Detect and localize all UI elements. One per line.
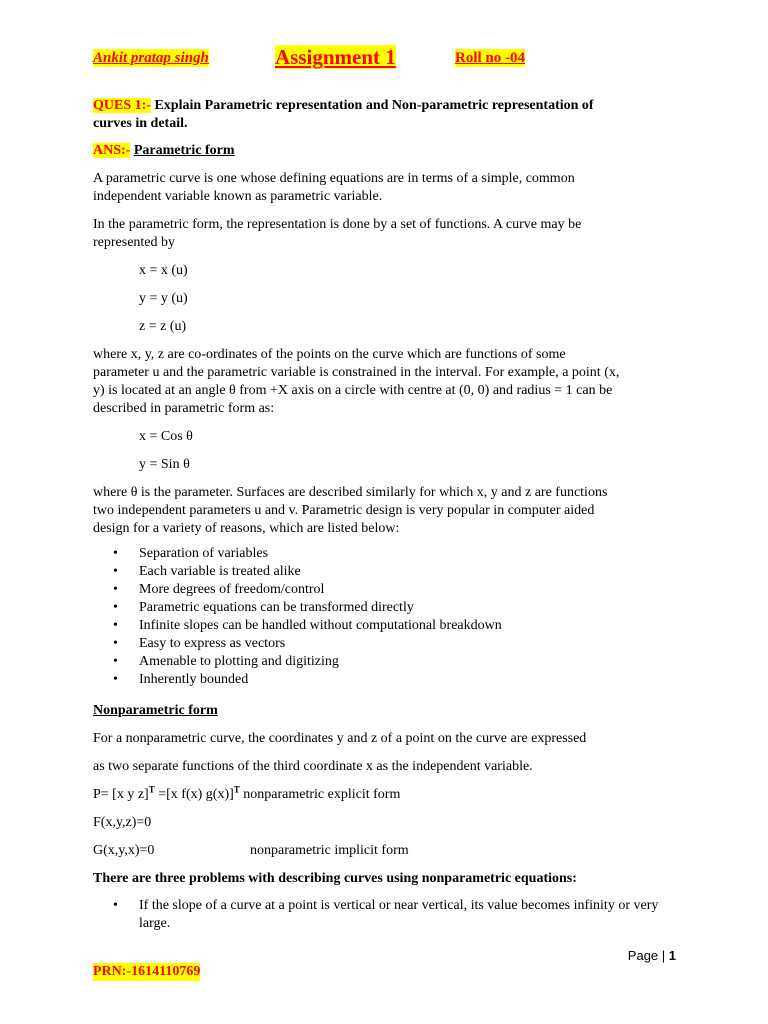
list-item: • Inherently bounded bbox=[113, 672, 249, 687]
question-line-2: curves in detail. bbox=[93, 116, 188, 131]
answer-heading bbox=[93, 142, 683, 160]
advantages-list bbox=[93, 545, 683, 689]
paragraph-3-line-4: described in parametric form as: bbox=[93, 401, 275, 416]
problems-heading: There are three problems with describing curves using nonparametric equations: bbox=[93, 871, 577, 886]
equation-explicit: P= [x y z]$^T$ =[x f(x) g(x)]$^T$ nonparametric explicit form bbox=[93, 784, 401, 802]
bullet-icon: • bbox=[113, 564, 118, 579]
bullet-icon: • bbox=[113, 600, 118, 615]
paragraph-3-line-3: y) is located at an angle θ from +X axis on a circle with centre at (0, 0) and radius = 1 can be bbox=[93, 383, 613, 398]
prn-number: PRN:-1614110769 bbox=[93, 964, 201, 979]
paragraph-3-line-1: where x, y, z are co-ordinates of the points on the curve which are functions of some bbox=[93, 347, 566, 362]
bullet-icon: • bbox=[113, 654, 118, 669]
list-item: • Easy to express as vectors bbox=[113, 636, 286, 651]
equation-z: z = z (u) bbox=[139, 319, 187, 334]
list-item: • Separation of variables bbox=[113, 546, 269, 561]
author-name: Ankit pratap singh bbox=[93, 50, 209, 66]
list-item: • Amenable to plotting and digitizing bbox=[113, 654, 339, 669]
implicit-form-label: nonparametric implicit form bbox=[250, 843, 409, 858]
list-item: • More degrees of freedom/control bbox=[113, 582, 325, 597]
paragraph-3-line-2: parameter u and the parametric variable is constrained in the interval. For example, a point (x, bbox=[93, 365, 620, 380]
nonparametric-line-1: For a nonparametric curve, the coordinates y and z of a point on the curve are expressed bbox=[93, 731, 587, 746]
paragraph-4-line-3: design for a variety of reasons, which are listed below: bbox=[93, 521, 400, 536]
roll-number: Roll no -04 bbox=[455, 50, 526, 66]
bullet-icon: • bbox=[113, 546, 118, 561]
question-label: QUES 1:- bbox=[93, 98, 151, 113]
equation-y: y = y (u) bbox=[139, 291, 188, 306]
question-text: Explain Parametric representation and Non-parametric representation of bbox=[150, 98, 594, 113]
equation-f: F(x,y,z)=0 bbox=[93, 815, 152, 830]
nonparametric-heading: Nonparametric form bbox=[93, 703, 218, 718]
equation-sin: y = Sin θ bbox=[139, 457, 190, 472]
paragraph-2-line-1: In the parametric form, the representation is done by a set of functions. A curve may be bbox=[93, 217, 582, 232]
equation-g: G(x,y,x)=0 bbox=[93, 843, 155, 858]
question-line-1 bbox=[93, 97, 683, 115]
equation-cos: x = Cos θ bbox=[139, 429, 193, 444]
assignment-title: Assignment 1 bbox=[275, 45, 396, 69]
paragraph-4-line-2: two independent parameters u and v. Parametric design is very popular in computer aided bbox=[93, 503, 595, 518]
paragraph-2-line-2: represented by bbox=[93, 235, 176, 250]
bullet-icon: • bbox=[113, 636, 118, 651]
nonparametric-line-2: as two separate functions of the third coordinate x as the independent variable. bbox=[93, 759, 533, 774]
bullet-icon: • bbox=[113, 618, 118, 633]
paragraph-1-line-1: A parametric curve is one whose defining equations are in terms of a simple, common bbox=[93, 171, 575, 186]
bullet-icon: • bbox=[113, 898, 118, 913]
list-item: • Infinite slopes can be handled without computational breakdown bbox=[113, 618, 502, 633]
equation-x: x = x (u) bbox=[139, 263, 188, 278]
list-item: • Each variable is treated alike bbox=[113, 564, 301, 579]
parametric-heading: Parametric form bbox=[133, 143, 235, 158]
problem-1-text: If the slope of a curve at a point is vertical or near vertical, its value becomes infinity or very large. bbox=[139, 898, 659, 931]
list-item: • Parametric equations can be transformed directly bbox=[113, 600, 414, 615]
bullet-icon: • bbox=[113, 582, 118, 597]
paragraph-4-line-1: where θ is the parameter. Surfaces are described similarly for which x, y and z are functions bbox=[93, 485, 608, 500]
bullet-icon: • bbox=[113, 672, 118, 687]
page-number: Page | 1 bbox=[627, 948, 676, 963]
paragraph-1-line-2: independent variable known as parametric variable. bbox=[93, 189, 383, 204]
answer-label: ANS:- bbox=[93, 143, 131, 158]
